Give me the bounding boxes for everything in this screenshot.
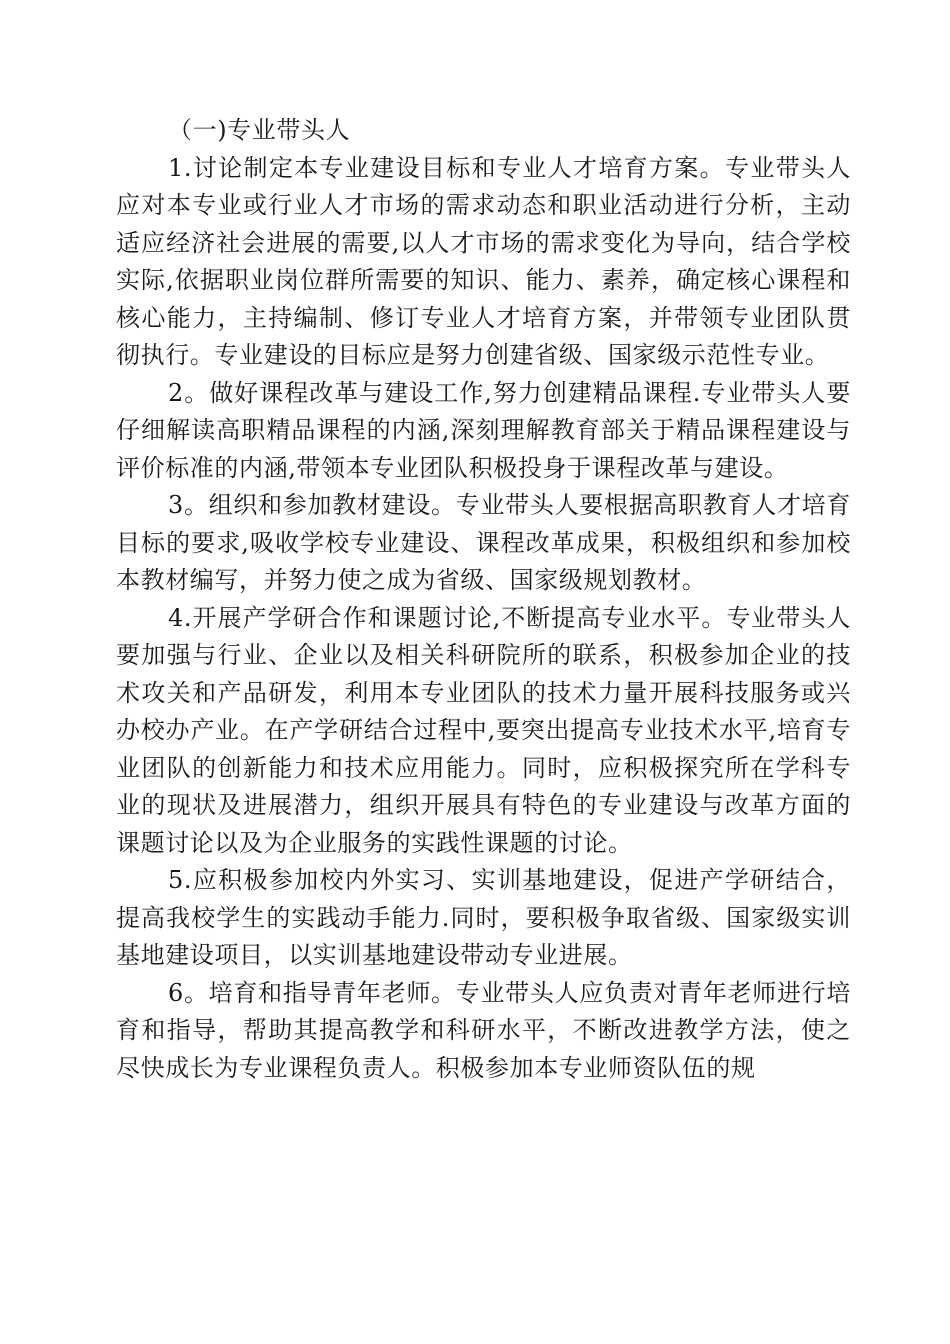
paragraph-2: 2。做好课程改革与建设工作,努力创建精品课程.专业带头人要仔细解读高职精品课程的内涵,深刻理解教育部关于精品课程建设与评价标准的内涵,带领本专业团队积极投身于课程改革与建设。 <box>116 378 851 482</box>
paragraph-6: 6。培育和指导青年老师。专业带头人应负责对青年老师进行培育和指导，帮助其提高教学和科研水平，不断改进教学方法，使之尽快成长为专业课程负责人。积极参加本专业师资队伍的规 <box>116 978 851 1082</box>
paragraph-1: 1.讨论制定本专业建设目标和专业人才培育方案。专业带头人应对本专业或行业人才市场的需求动态和职业活动进行分析，主动适应经济社会进展的需要,以人才市场的需求变化为导向，结合学校实际,依据职业岗位群所需要的知识、能力、素养，确定核心课程和核心能力，主持编制、修订专业人才培育方案，并带领专业团队贯彻执行。专业建设的目标应是努力创建省级、国家级示范性专业。 <box>116 153 851 369</box>
paragraph-5: 5.应积极参加校内外实习、实训基地建设，促进产学研结合，提高我校学生的实践动手能力.同时，要积极争取省级、国家级实训基地建设项目，以实训基地建设带动专业进展。 <box>116 866 851 969</box>
paragraph-4: 4.开展产学研合作和课题讨论,不断提高专业水平。专业带头人要加强与行业、企业以及相关科研院所的联系，积极参加企业的技术攻关和产品研发，利用本专业团队的技术力量开展科技服务或兴办校办产业。在产学研结合过程中,要突出提高专业技术水平,培育专业团队的创新能力和技术应用能力。同时，应积极探究所在学科专业的现状及进展潜力，组织开展具有特色的专业建设与改革方面的课题讨论以及为企业服务的实践性课题的讨论。 <box>116 603 851 857</box>
document-body <box>116 112 851 1087</box>
section-heading: （一)专业带头人 <box>168 116 351 144</box>
paragraph-3: 3。组织和参加教材建设。专业带头人要根据高职教育人才培育目标的要求,吸收学校专业建设、课程改革成果，积极组织和参加校本教材编写，并努力使之成为省级、国家级规划教材。 <box>116 491 851 594</box>
